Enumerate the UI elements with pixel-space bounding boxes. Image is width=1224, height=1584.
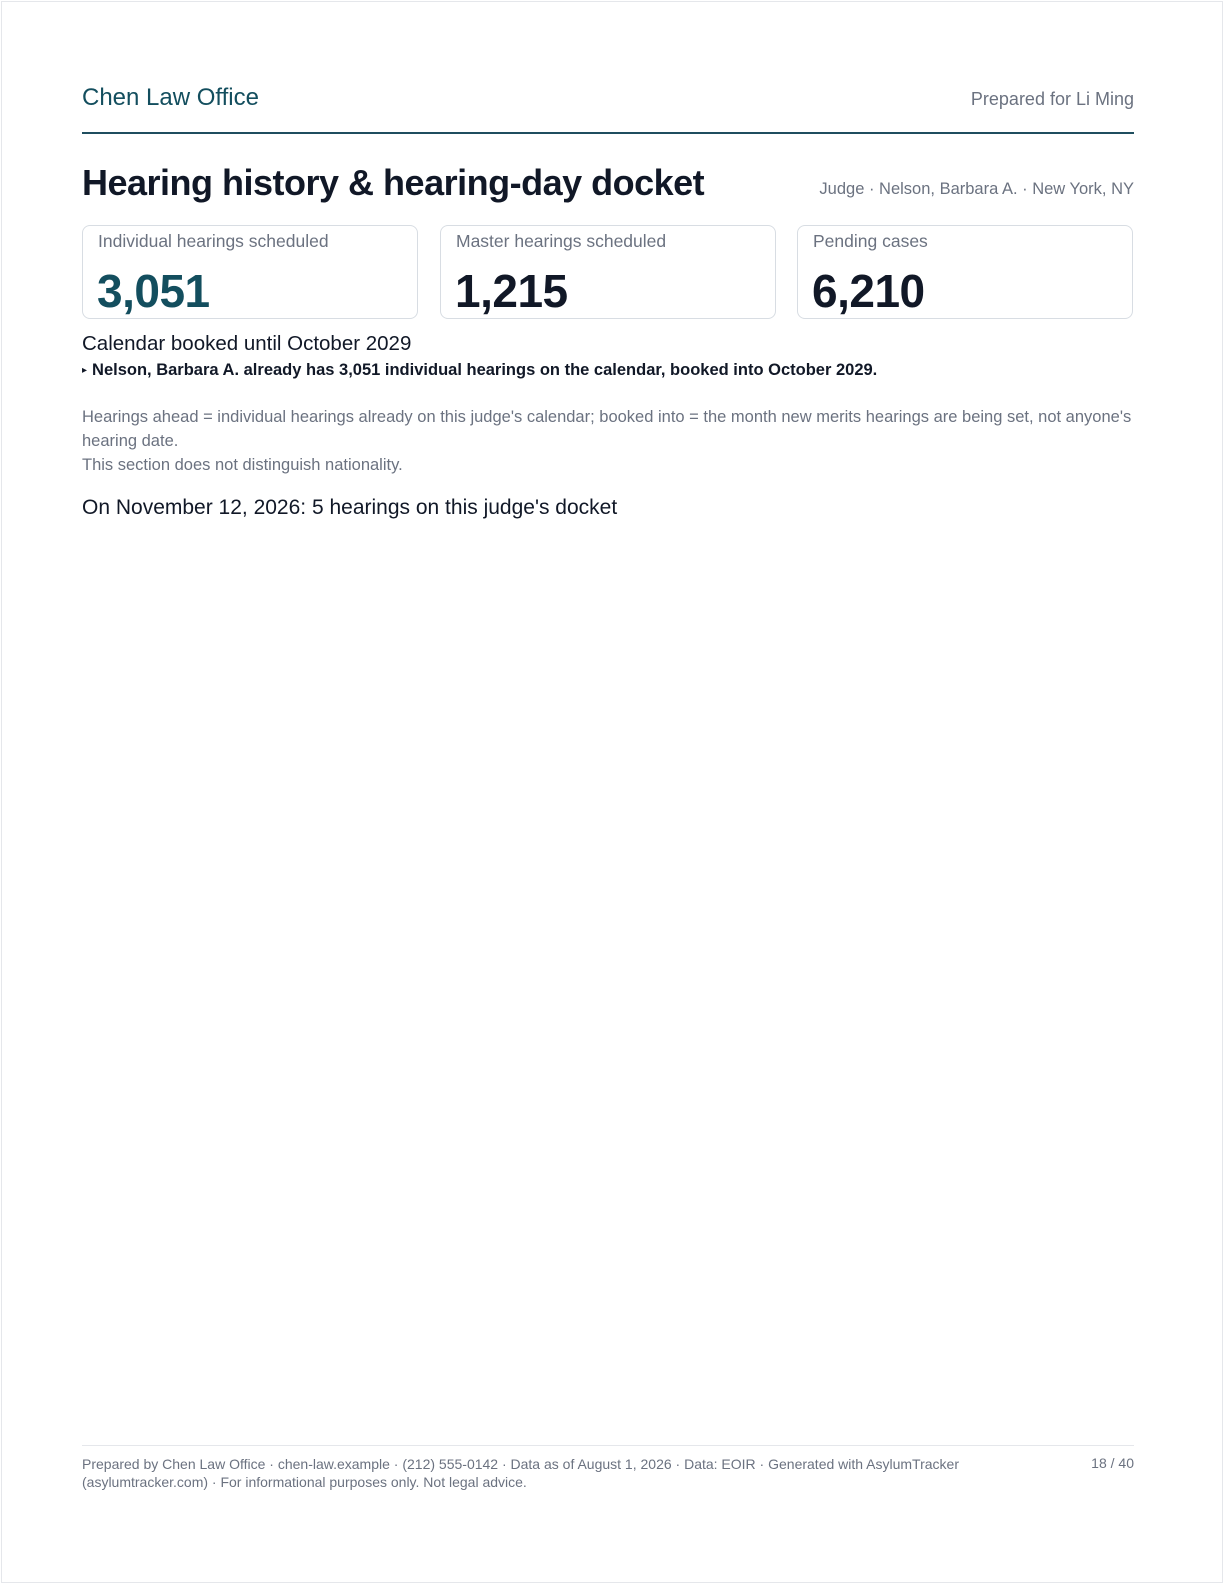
bullet-triangle-icon: ▸ [82,365,88,376]
calendar-note [82,361,877,380]
stat-label: Master hearings scheduled [456,231,667,251]
page [1,1,1223,1583]
calendar-title: Calendar booked until October 2029 [82,332,412,355]
footer-text: Prepared by Chen Law Office · chen-law.example · (212) 555-0142 · Data as of August 1, 2026 · Data: EOIR · Generated with AsylumTracker (asylumtracker.com) · For informational purposes only. Not legal advice. [82,1456,959,1490]
docket-summary: On November 12, 2026: 5 hearings on this judge's docket [82,496,618,519]
title-row [82,162,1134,206]
nationality-note: This section does not distinguish nationality. [82,456,403,474]
calendar-note-text: Nelson, Barbara A. already has 3,051 individual hearings on the calendar, booked into October 2029. [92,361,878,379]
definitions-note [82,405,1134,477]
prepared-for: Prepared for Li Ming [970,89,1134,109]
page-header [82,84,1134,134]
page-number: 18 / 40 [1091,1455,1134,1471]
stat-card-master-hearings [440,225,776,319]
page-footer [82,1445,1134,1491]
definitions-line: Hearings ahead = individual hearings already on this judge's calendar; booked into = the month new merits hearings are being set, not anyone's hearing date. [82,408,1132,450]
stat-value: 6,210 [812,265,925,317]
page-title: Hearing history & hearing-day docket [82,162,705,203]
stat-value: 1,215 [455,265,568,317]
stat-card-pending-cases [797,225,1133,319]
stat-label: Individual hearings scheduled [98,231,329,251]
judge-line: Judge · Nelson, Barbara A. · New York, NY [819,180,1134,198]
stat-card-individual-hearings [82,225,418,319]
stat-label: Pending cases [813,231,928,251]
stat-value: 3,051 [97,265,210,317]
firm-name: Chen Law Office [82,84,259,111]
